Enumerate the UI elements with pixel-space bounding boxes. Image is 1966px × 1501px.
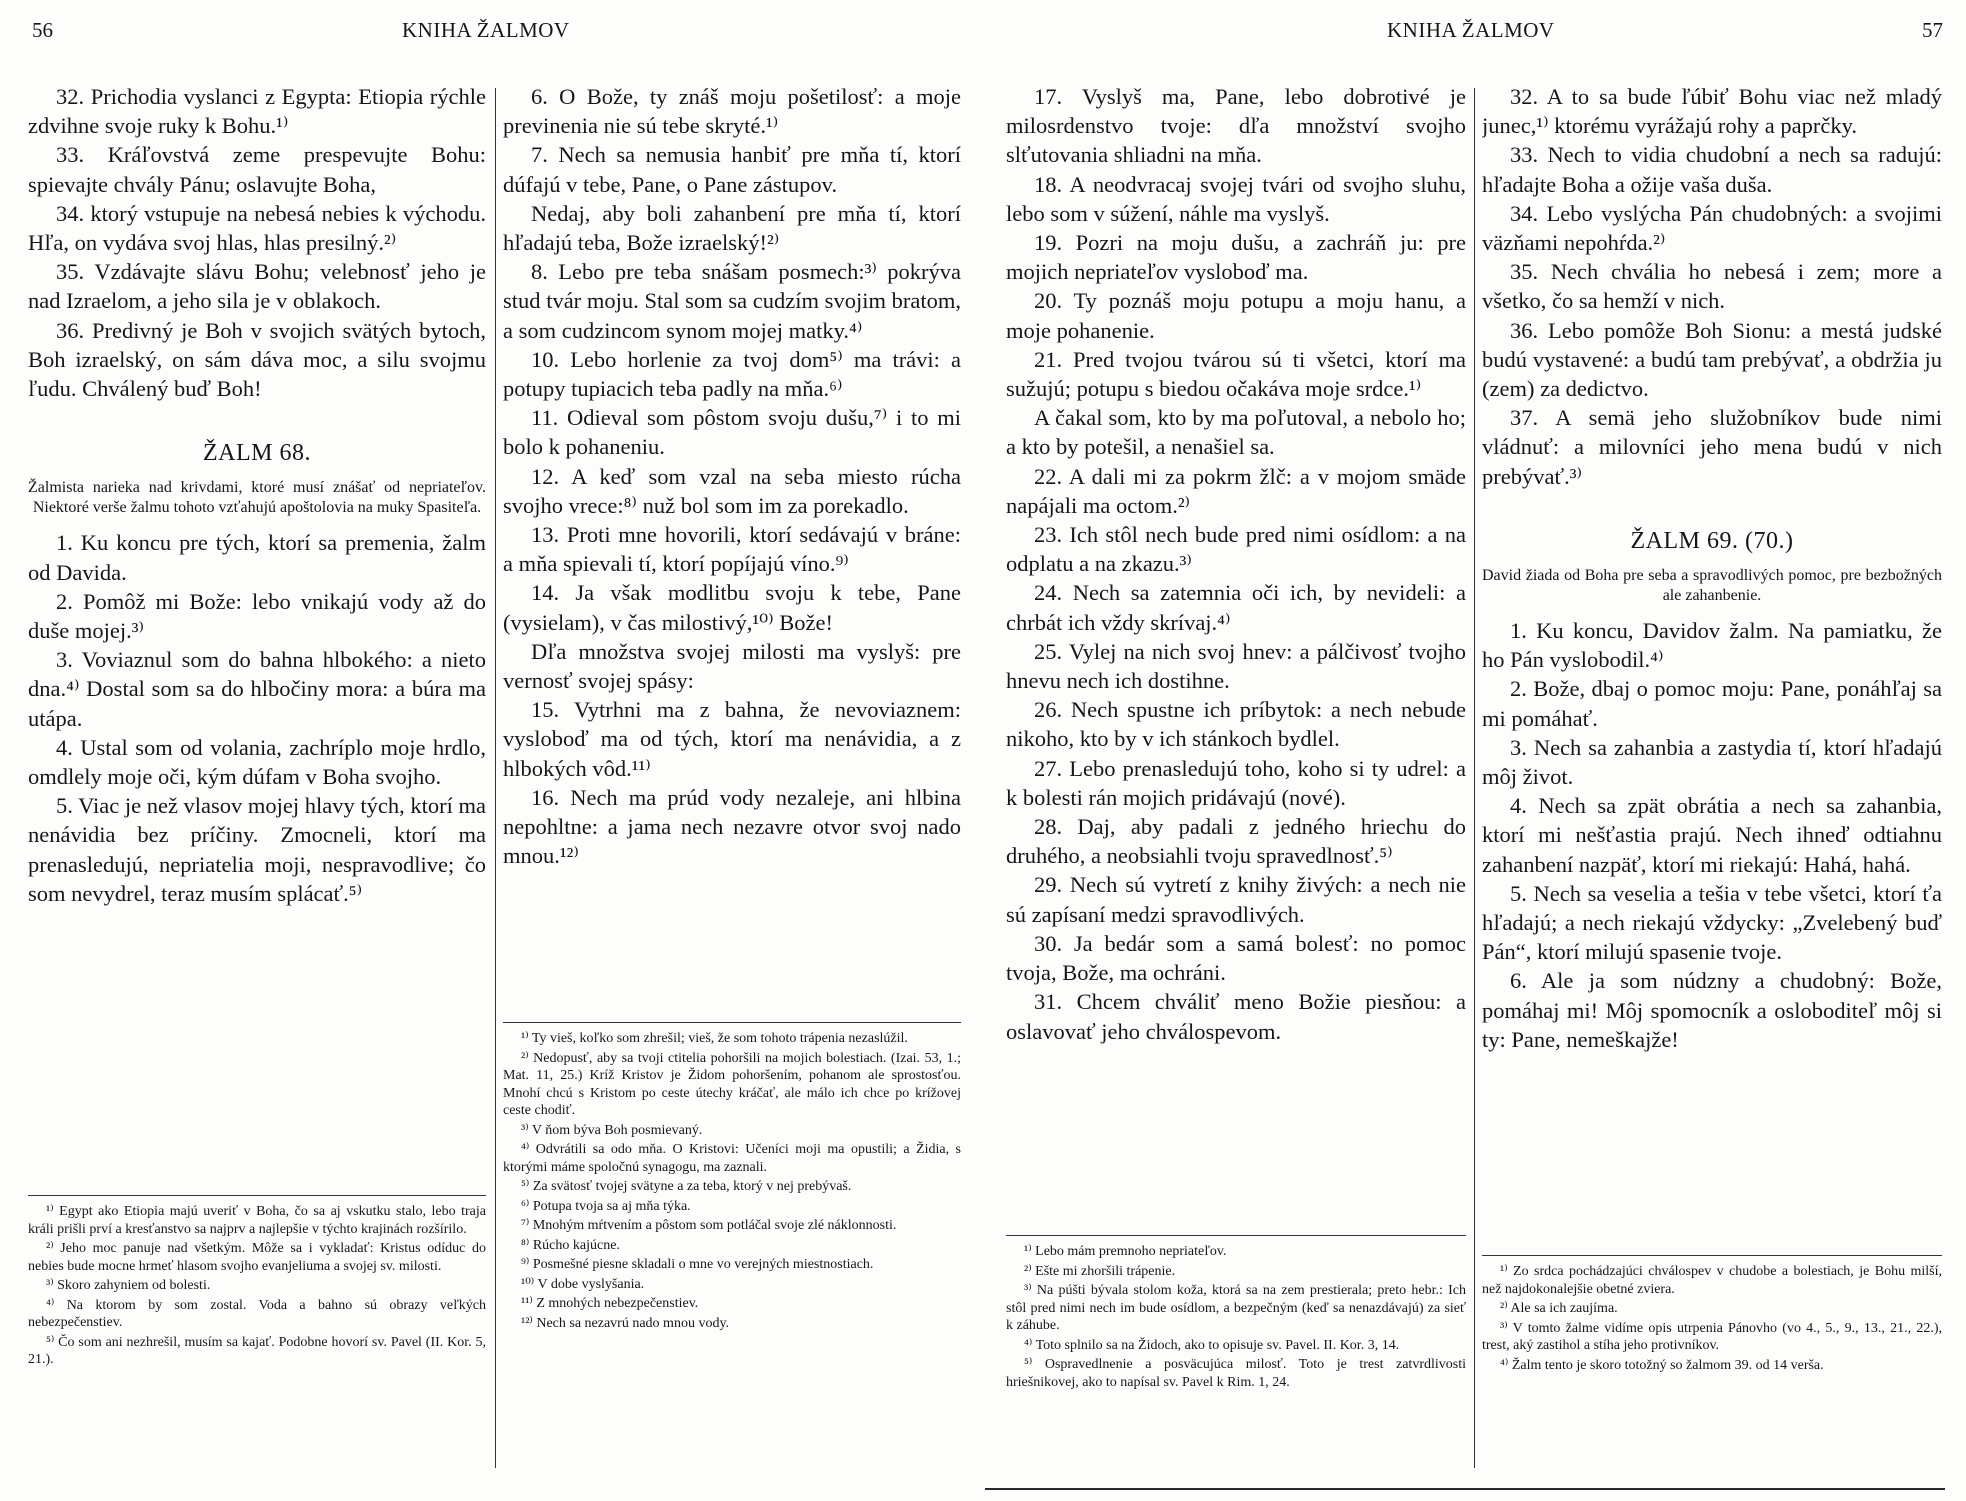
- verse: 18. A neodvracaj svojej tvári od svojho sluhu, lebo som v súžení, náhle ma vyslyš.: [1006, 171, 1466, 226]
- verse: 37. A semä jeho služobníkov bude nimi vládnuť: a milovníci jeho mena budú v nich prebývať.³⁾: [1482, 405, 1942, 489]
- verse: 31. Chcem chváliť meno Božie piesňou: a oslavovať jeho chválospevom.: [1006, 989, 1466, 1044]
- footnote: ¹⁾ Zo srdca pochádzajúci chválospev v chudobe a bolestiach, je Bohu milší, než najdokonalejšie obetné zviera.: [1482, 1264, 1942, 1297]
- verse: 30. Ja bedár som a samá bolesť: no pomoc tvoja, Bože, ma ochráni.: [1006, 930, 1466, 986]
- running-header-left: KNIHA ŽALMOV: [402, 18, 570, 42]
- verse: 27. Lebo prenasledujú toho, koho si ty udrel: a k bolesti rán mojich pridávajú (nové).: [1006, 755, 1466, 810]
- verse: 12. A keď som vzal na seba miesto rúcha svojho vrece:⁸⁾ nuž bol som im za porekadlo.: [503, 463, 961, 518]
- footnote: ²⁾ Jeho moc panuje nad všetkým. Môže sa i vykladať: Kristus odíduc do nebies bude mocne hrmeť hlasom svojho evanjeliuma a svojej sv. milosti.: [28, 1241, 486, 1274]
- verse: 8. Lebo pre teba snášam posmech:³⁾ pokrýva stud tvár moju. Stal som sa cudzím svojim bratom, a som cudzincom synom mojej matky.⁴⁾: [503, 259, 961, 343]
- page-number-right: 57: [1922, 18, 1943, 42]
- footnotes-right-col-2: [1482, 1263, 1942, 1475]
- verse: 23. Ich stôl nech bude pred nimi osídlom: a na odplatu a na zkazu.³⁾: [1006, 522, 1466, 577]
- verse: 15. Vytrhni ma z bahna, že nevoviaznem: vysloboď ma od tých, ktorí ma nenávidia, a z hlbokých vôd.¹¹⁾: [503, 697, 961, 781]
- footnote-rule: [28, 1195, 486, 1196]
- footnote: ¹¹⁾ Z mnohých nebezpečenstiev.: [521, 1296, 699, 1311]
- verse: 32. A to sa bude ľúbiť Bohu viac než mladý junec,¹⁾ ktorému vyrážajú rohy a paprčky.: [1482, 84, 1942, 139]
- verse: 3. Nech sa zahanbia a zastydia tí, ktorí hľadajú môj život.: [1482, 734, 1942, 790]
- verse: 28. Daj, aby padali z jedného hriechu do druhého, a neobsiahli tvoju spravedlnosť.⁵⁾: [1006, 814, 1466, 869]
- footnote: ¹⁰⁾ V dobe vyslyšania.: [521, 1276, 645, 1292]
- verse: 5. Nech sa veselia a tešia v tebe všetci, ktorí ťa hľadajú; a nech riekajú vždycky: „Zvelebený buď Pán“, ktorí milujú spasenie tvoje.: [1482, 880, 1942, 965]
- psalm-summary: Žalmista narieka nad krivdami, ktoré musí znášať od nepriateľov. Niektoré verše žalmu tohoto vzťahujú apoštolovia na muky Spasiteľa.: [28, 479, 486, 517]
- page-bottom-rule: [985, 1488, 1945, 1490]
- verse: 1. Ku koncu, Davidov žalm. Na pamiatku, že ho Pán vyslobodil.⁴⁾: [1482, 618, 1942, 673]
- footnotes-left-col-1: [28, 1203, 486, 1473]
- verse: 4. Ustal som od volania, zachríplo moje hrdlo, omdlely moje oči, kým dúfam v Boha svojho.: [28, 734, 486, 790]
- verse: 16. Nech ma prúd vody nezaleje, ani hlbina nepohltne: a jama nech nezavre otvor svoj nado mnou.¹²⁾: [503, 784, 961, 869]
- verse: 36. Lebo pomôže Boh Sionu: a mestá judské budú vystavené: a budú tam prebývať, a obdržia ju (zem) za dedictvo.: [1482, 317, 1942, 402]
- verse: 35. Vzdávajte slávu Bohu; velebnosť jeho je nad Izraelom, a jeho sila je v oblakoch.: [28, 259, 486, 314]
- footnote: ⁵⁾ Čo som ani nezhrešil, musím sa kajať. Podobne hovorí sv. Pavel (II. Kor. 5, 21.).: [28, 1334, 486, 1367]
- right-column-1: [1006, 82, 1466, 1232]
- footnote: ⁷⁾ Mnohým mŕtvením a pôstom som potláčal svoje zlé náklonnosti.: [521, 1218, 897, 1233]
- verse: 10. Lebo horlenie za tvoj dom⁵⁾ ma trávi: a potupy tupiacich teba padly na mňa.⁶⁾: [503, 346, 961, 402]
- verse: 6. O Bože, ty znáš moju pošetilosť: a moje previnenia nie sú tebe skryté.¹⁾: [503, 84, 961, 139]
- verse: 34. Lebo vyslýcha Pán chudobných: a svojimi väzňami nepohŕda.²⁾: [1482, 200, 1942, 256]
- footnote: ⁶⁾ Potupa tvoja sa aj mňa týka.: [521, 1198, 691, 1214]
- verse: 1. Ku koncu pre tých, ktorí sa premenia, žalm od Davida.: [28, 530, 486, 585]
- verse: 33. Kráľovstvá zeme prespevujte Bohu: spievajte chvály Pánu; oslavujte Boha,: [28, 142, 486, 197]
- left-column-1: [28, 82, 486, 1192]
- verse: Nedaj, aby boli zahanbení pre mňa tí, ktorí hľadajú teba, Bože izraelský!²⁾: [503, 200, 961, 256]
- verse: Dľa množstva svojej milosti ma vyslyš: pre vernosť svojej spásy:: [503, 638, 961, 694]
- footnote: ⁴⁾ Žalm tento je skoro totožný so žalmom 39. od 14 verša.: [1500, 1357, 1824, 1373]
- verse: 5. Viac je než vlasov mojej hlavy tých, ktorí ma nenávidia bez príčiny. Zmocneli, ktorí ma prenasledujú, nepriatelia moji, nespravodlive; čo som nevydrel, teraz musím splácať.⁵⁾: [28, 793, 486, 906]
- footnote: ⁴⁾ Odvrátili sa odo mňa. O Kristovi: Učeníci moji ma opustili; a Židia, s ktorými máme spoločnú synagogu, ma zaznali.: [503, 1142, 961, 1175]
- verse: 22. A dali mi za pokrm žlč: a v mojom smäde napájali ma octom.²⁾: [1006, 463, 1466, 518]
- verse: 6. Ale ja som núdzny a chudobný: Bože, pomáhaj mi! Môj spomocník a osloboditeľ môj si ty: Pane, nemeškajže!: [1482, 968, 1942, 1052]
- footnote: ³⁾ V ňom býva Boh posmievaný.: [521, 1122, 703, 1138]
- footnote: ⁸⁾ Rúcho kajúcne.: [521, 1237, 620, 1253]
- footnote: ²⁾ Ešte mi zhoršili trápenie.: [1024, 1263, 1176, 1279]
- footnote: ³⁾ Na púšti bývala stolom koža, ktorá sa na zem prestierala; preto hebr.: Ich stôl pred nimi nech im bude osídlom, a bezpečným (keď sa nenazdávajú) za sieť k záhube.: [1006, 1283, 1466, 1333]
- verse: 35. Nech chvália ho nebesá i zem; more a všetko, čo sa hemží v nich.: [1482, 259, 1942, 314]
- page-number-left: 56: [32, 18, 53, 42]
- footnote: ⁹⁾ Posmešné piesne skladali o mne vo verejných miestnostiach.: [521, 1257, 874, 1272]
- left-column-2: [503, 82, 961, 1012]
- verse: 25. Vylej na nich svoj hnev: a pálčivosť tvojho hnevu nech ich dostihne.: [1006, 638, 1466, 694]
- verse: 7. Nech sa nemusia hanbiť pre mňa tí, ktorí dúfajú v tebe, Pane, o Pane zástupov.: [503, 142, 961, 197]
- verse: 19. Pozri na moju dušu, a zachráň ju: pre mojich nepriateľov vysloboď ma.: [1006, 230, 1466, 285]
- footnote: ²⁾ Ale sa ich zaujíma.: [1500, 1301, 1618, 1316]
- verse: 13. Proti mne hovorili, ktorí sedávajú v bráne: a mňa spievali tí, ktorí popíjajú víno.⁹⁾: [503, 522, 961, 577]
- running-header-right: KNIHA ŽALMOV: [1387, 18, 1555, 42]
- footnote: ¹²⁾ Nech sa nezavrú nado mnou vody.: [521, 1315, 730, 1331]
- verse: 26. Nech spustne ich príbytok: a nech nebude nikoho, kto by v ich stánkoch bydlel.: [1006, 697, 1466, 752]
- verse: 3. Voviaznul som do bahna hlbokého: a nieto dna.⁴⁾ Dostal som sa do hlbočiny mora: a búra ma utápa.: [28, 647, 486, 731]
- verse: 2. Bože, dbaj o pomoc moju: Pane, ponáhľaj sa mi pomáhať.: [1482, 676, 1942, 731]
- verse: 20. Ty poznáš moju potupu a moju hanu, a moje pohanenie.: [1006, 288, 1466, 343]
- footnote: ¹⁾ Ty vieš, koľko som zhrešil; vieš, že som tohoto trápenia nezaslúžil.: [521, 1031, 908, 1046]
- footnote: ⁵⁾ Za svätosť tvojej svätyne a za teba, ktorý v nej prebývaš.: [521, 1179, 852, 1194]
- footnote-rule: [1482, 1255, 1942, 1256]
- psalm-summary: David žiada od Boha pre seba a spravodlivých pomoc, pre bezbožných ale zahanbenie.: [1482, 567, 1942, 605]
- footnote: ²⁾ Nedopusť, aby sa tvoji ctitelia pohoršili na mojich bolestiach. (Izai. 53, 1.; Mat. 11, 25.) Kríž Kristov je Židom pohoršením, pohanom ale sprostosťou. Mnohí chcú s Kristom po ceste útechy kráčať, ale málo ich chce po krížovej ceste chodiť.: [503, 1050, 961, 1118]
- footnote: ⁴⁾ Na ktorom by som zostal. Voda a bahno sú obrazy veľkých nebezpečenstiev.: [28, 1297, 486, 1330]
- verse: 24. Nech sa zatemnia oči ich, by nevideli: a chrbát ich vždy skrívaj.⁴⁾: [1006, 580, 1466, 635]
- footnote: ¹⁾ Lebo mám premnoho nepriateľov.: [1024, 1244, 1227, 1259]
- verse: A čakal som, kto by ma poľutoval, a nebolo ho; a kto by potešil, a nenašiel sa.: [1006, 405, 1466, 460]
- footnotes-right-col-1: [1006, 1243, 1466, 1475]
- right-column-2: [1482, 82, 1942, 1242]
- verse: 34. ktorý vstupuje na nebesá nebies k východu. Hľa, on vydáva svoj hlas, hlas presilný.²⁾: [28, 200, 486, 256]
- verse: 2. Pomôž mi Bože: lebo vnikajú vody až do duše mojej.³⁾: [28, 588, 486, 644]
- footnote: ³⁾ V tomto žalme vidíme opis utrpenia Pánovho (vo 4., 5., 9., 13., 21., 22.), trest, aký zastihol a stíha jeho protivníkov.: [1482, 1320, 1942, 1353]
- verse: 11. Odieval som pôstom svoju dušu,⁷⁾ i to mi bolo k pohaneniu.: [503, 405, 961, 460]
- verse: 33. Nech to vidia chudobní a nech sa radujú: hľadajte Boha a ožije vaša duša.: [1482, 142, 1942, 197]
- verse: 4. Nech sa zpät obrátia a nech sa zahanbia, ktorí mi nešťastia prajú. Nech ihneď odtiahnu zahanbení nazpäť, ktorí mi riekajú: Hahá, hahá.: [1482, 793, 1942, 877]
- verse: 32. Prichodia vyslanci z Egypta: Etiopia rýchle zdvihne svoje ruky k Bohu.¹⁾: [28, 84, 486, 139]
- footnote: ⁴⁾ Toto splnilo sa na Židoch, ako to opisuje sv. Pavel. II. Kor. 3, 14.: [1024, 1337, 1400, 1353]
- footnote: ¹⁾ Egypt ako Etiopia majú uveriť v Boha, čo sa aj vskutku stalo, lebo traja králi prišli prví a kresťanstvo sa najprv a najlepšie v týchto krajinách rozšírilo.: [28, 1204, 486, 1237]
- footnote: ³⁾ Skoro zahyniem od bolesti.: [46, 1278, 211, 1293]
- psalm-heading: ŽALM 68.: [203, 440, 311, 467]
- verse: 29. Nech sú vytretí z knihy živých: a nech nie sú zapísaní medzi spravodlivých.: [1006, 872, 1466, 927]
- footnote-rule: [1006, 1235, 1466, 1236]
- verse: 21. Pred tvojou tvárou sú ti všetci, ktorí ma sužujú; potupu s biedou očakáva moje srdce.¹⁾: [1006, 346, 1466, 402]
- psalm-heading: ŽALM 69. (70.): [1630, 527, 1794, 554]
- verse: 14. Ja však modlitbu svoju k tebe, Pane (vysielam), v čas milostivý,¹⁰⁾ Bože!: [503, 580, 961, 635]
- verse: 36. Predivný je Boh v svojich svätých bytoch, Boh izraelský, on sám dáva moc, a silu svojmu ľudu. Chválený buď Boh!: [28, 317, 486, 402]
- footnote: ⁵⁾ Ospravedlnenie a posväcujúca milosť. Toto je trest zatvrdlivosti hriešnikovej, ako to napísal sv. Pavel k Rim. 1, 24.: [1006, 1357, 1466, 1390]
- column-rule-right: [1474, 88, 1475, 1468]
- footnotes-left-col-2: [503, 1030, 961, 1475]
- footnote-rule: [503, 1022, 961, 1023]
- column-rule-left: [495, 88, 496, 1468]
- verse: 17. Vyslyš ma, Pane, lebo dobrotivé je milosrdenstvo tvoje: dľa množství svojho slťutovania shliadni na mňa.: [1006, 84, 1466, 168]
